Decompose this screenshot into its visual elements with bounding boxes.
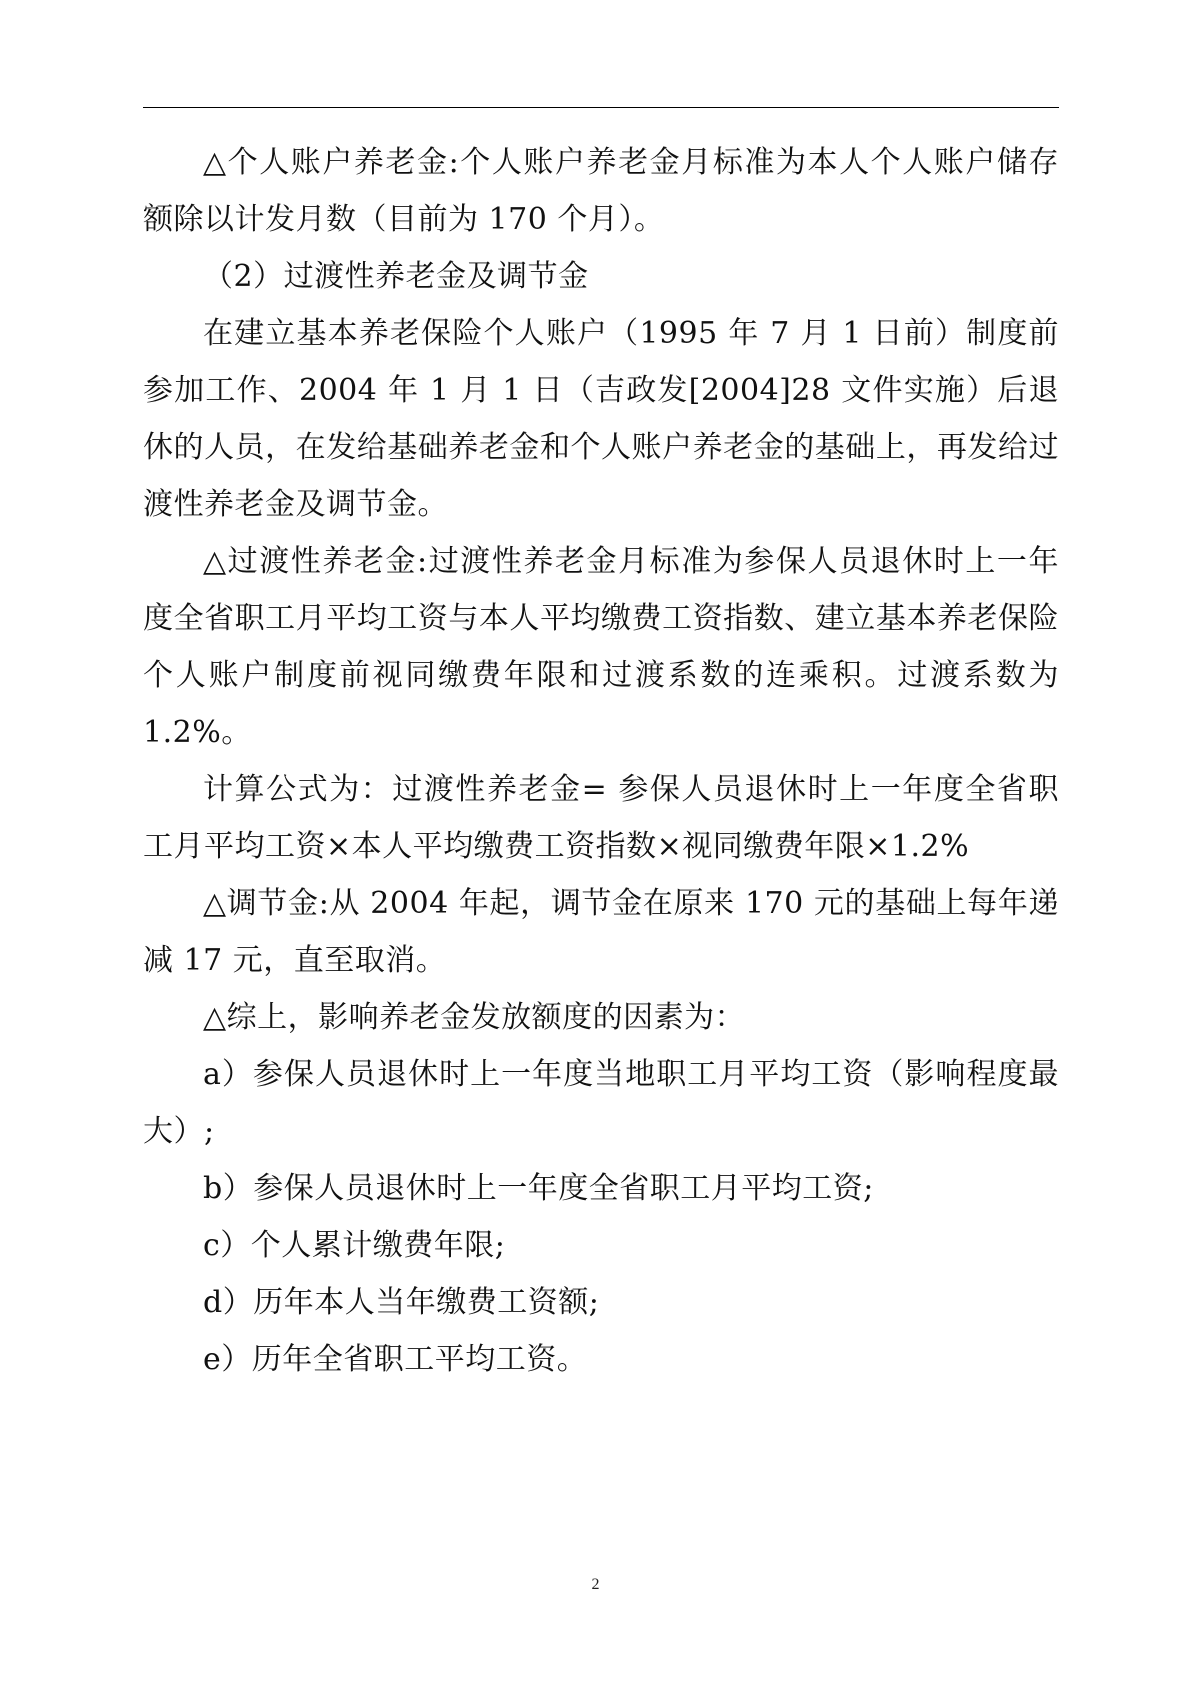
header-rule [143, 107, 1059, 108]
document-body [143, 134, 1059, 1388]
page-number: 2 [591, 1576, 600, 1593]
paragraph-adjustment-fund: △调节金:从 2004 年起，调节金在原来 170 元的基础上每年递减 17 元，直至取消。 [143, 886, 1059, 978]
paragraph-transitional-pension: △过渡性养老金:过渡性养老金月标准为参保人员退休时上一年度全省职工月平均工资与本人平均缴费工资指数、建立基本养老保险个人账户制度前视同缴费年限和过渡系数的连乘积。过渡系数为 1.2%。 [143, 544, 1059, 750]
list-item-factor-b: b）参保人员退休时上一年度全省职工月平均工资; [203, 1171, 874, 1206]
paragraph-personal-account-pension: △个人账户养老金:个人账户养老金月标准为本人个人账户储存额除以计发月数（目前为 170 个月）。 [143, 145, 1059, 237]
list-item-factor-a: a）参保人员退休时上一年度当地职工月平均工资（影响程度最大）; [143, 1057, 1059, 1149]
list-item-factor-c: c）个人累计缴费年限; [203, 1228, 506, 1263]
paragraph-formula: 计算公式为：过渡性养老金= 参保人员退休时上一年度全省职工月平均工资×本人平均缴费工资指数×视同缴费年限×1.2% [143, 772, 1059, 864]
section-heading-transitional-pension: （2）过渡性养老金及调节金 [203, 259, 589, 294]
paragraph-summary: △综上，影响养老金发放额度的因素为： [203, 1000, 746, 1035]
paragraph-eligibility: 在建立基本养老保险个人账户（1995 年 7 月 1 日前）制度前参加工作、2004 年 1 月 1 日（吉政发[2004]28 文件实施）后退休的人员，在发给基础养老金和个人账户养老金的基础上，再发给过渡性养老金及调节金。 [143, 316, 1059, 522]
list-item-factor-d: d）历年本人当年缴费工资额; [203, 1285, 600, 1320]
list-item-factor-e: e）历年全省职工平均工资。 [203, 1342, 588, 1377]
